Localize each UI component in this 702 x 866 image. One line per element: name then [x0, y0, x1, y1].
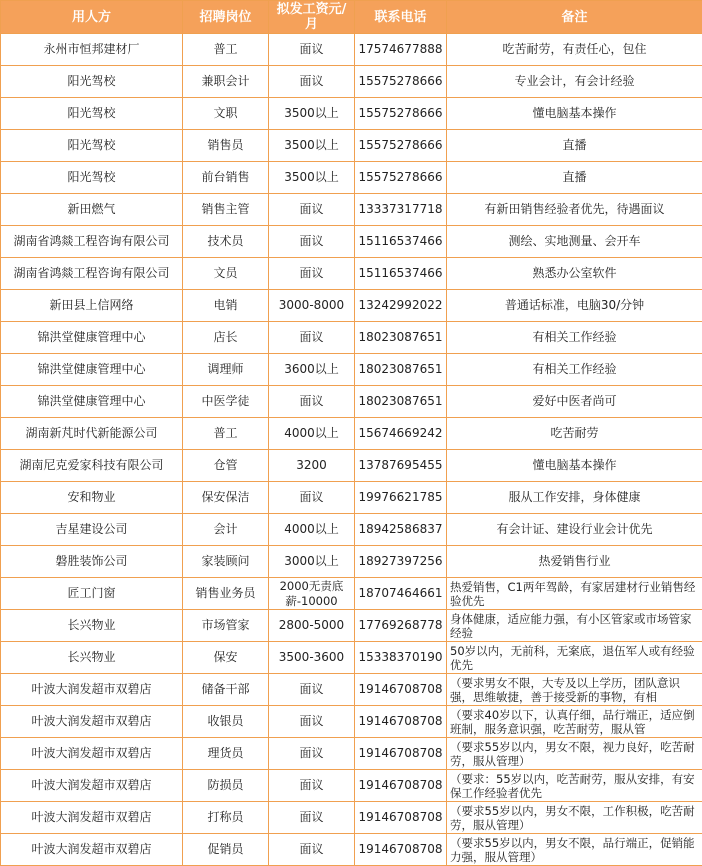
salary-cell: 4000以上	[269, 418, 355, 450]
phone-cell: 18023087651	[355, 386, 447, 418]
phone-cell: 19976621785	[355, 482, 447, 514]
note-cell: （要求男女不限，大专及以上学历，团队意识强，思维敏捷，善于接受新的事物，有相	[447, 674, 702, 706]
table-row	[1, 226, 702, 258]
table-row	[1, 514, 702, 546]
employer-cell: 锦洪堂健康管理中心	[1, 322, 183, 354]
employer-cell: 匠工门窗	[1, 578, 183, 610]
employer-cell: 永州市恒邦建材厂	[1, 34, 183, 66]
phone-cell: 15575278666	[355, 162, 447, 194]
employer-cell: 叶波大润发超市双碧店	[1, 802, 183, 834]
note-cell: 有会计证、建设行业会计优先	[447, 514, 702, 546]
table-row	[1, 674, 702, 706]
position-cell: 会计	[183, 514, 269, 546]
phone-cell: 13337317718	[355, 194, 447, 226]
note-cell: 直播	[447, 130, 702, 162]
phone-cell: 17574677888	[355, 34, 447, 66]
phone-cell: 18942586837	[355, 514, 447, 546]
phone-cell: 18927397256	[355, 546, 447, 578]
table-row	[1, 418, 702, 450]
header-position: 招聘岗位	[183, 1, 269, 34]
table-header-row	[1, 1, 702, 34]
table-row	[1, 482, 702, 514]
phone-cell: 18707464661	[355, 578, 447, 610]
phone-cell: 18023087651	[355, 322, 447, 354]
salary-cell: 3000-8000	[269, 290, 355, 322]
note-cell: 热爱销售，C1两年驾龄，有家居建材行业销售经验优先	[447, 578, 702, 610]
table-row	[1, 290, 702, 322]
employer-cell: 新田县上信网络	[1, 290, 183, 322]
phone-cell: 19146708708	[355, 738, 447, 770]
salary-cell: 面议	[269, 802, 355, 834]
position-cell: 促销员	[183, 834, 269, 866]
phone-cell: 15116537466	[355, 258, 447, 290]
phone-cell: 15116537466	[355, 226, 447, 258]
table-row	[1, 802, 702, 834]
table-row	[1, 450, 702, 482]
table-row	[1, 258, 702, 290]
position-cell: 仓管	[183, 450, 269, 482]
salary-cell: 3500以上	[269, 98, 355, 130]
table-row	[1, 706, 702, 738]
employer-cell: 叶波大润发超市双碧店	[1, 770, 183, 802]
note-cell: 爱好中医者尚可	[447, 386, 702, 418]
phone-cell: 15674669242	[355, 418, 447, 450]
phone-cell: 19146708708	[355, 770, 447, 802]
employer-cell: 阳光驾校	[1, 98, 183, 130]
salary-cell: 面议	[269, 738, 355, 770]
table-row	[1, 386, 702, 418]
note-cell: 有相关工作经验	[447, 322, 702, 354]
phone-cell: 15575278666	[355, 66, 447, 98]
phone-cell: 13787695455	[355, 450, 447, 482]
employer-cell: 长兴物业	[1, 610, 183, 642]
note-cell: 50岁以内，无前科，无案底，退伍军人或有经验优先	[447, 642, 702, 674]
salary-cell: 面议	[269, 322, 355, 354]
employer-cell: 叶波大润发超市双碧店	[1, 706, 183, 738]
position-cell: 收银员	[183, 706, 269, 738]
position-cell: 文职	[183, 98, 269, 130]
header-salary: 拟发工资元/月	[269, 1, 355, 34]
table-row	[1, 130, 702, 162]
table-row	[1, 162, 702, 194]
position-cell: 打称员	[183, 802, 269, 834]
salary-cell: 面议	[269, 258, 355, 290]
salary-cell: 面议	[269, 194, 355, 226]
employer-cell: 湖南尼克爱家科技有限公司	[1, 450, 183, 482]
position-cell: 电销	[183, 290, 269, 322]
salary-cell: 3500以上	[269, 162, 355, 194]
salary-cell: 3200	[269, 450, 355, 482]
note-cell: 普通话标准，电脑30/分钟	[447, 290, 702, 322]
employer-cell: 阳光驾校	[1, 66, 183, 98]
note-cell: （要求55岁以内，男女不限，品行端正，促销能力强，服从管理）	[447, 834, 702, 866]
salary-cell: 3500-3600	[269, 642, 355, 674]
note-cell: 专业会计，有会计经验	[447, 66, 702, 98]
position-cell: 普工	[183, 418, 269, 450]
employer-cell: 阳光驾校	[1, 130, 183, 162]
table-row	[1, 770, 702, 802]
position-cell: 家装顾问	[183, 546, 269, 578]
employer-cell: 长兴物业	[1, 642, 183, 674]
salary-cell: 3500以上	[269, 130, 355, 162]
employer-cell: 湖南新芃时代新能源公司	[1, 418, 183, 450]
table-row	[1, 322, 702, 354]
position-cell: 市场管家	[183, 610, 269, 642]
employer-cell: 湖南省鸿燚工程咨询有限公司	[1, 258, 183, 290]
employer-cell: 叶波大润发超市双碧店	[1, 834, 183, 866]
salary-cell: 2000无责底薪-10000	[269, 578, 355, 610]
table-row	[1, 34, 702, 66]
phone-cell: 13242992022	[355, 290, 447, 322]
employer-cell: 安和物业	[1, 482, 183, 514]
position-cell: 销售员	[183, 130, 269, 162]
position-cell: 理货员	[183, 738, 269, 770]
employer-cell: 锦洪堂健康管理中心	[1, 354, 183, 386]
employer-cell: 湖南省鸿燚工程咨询有限公司	[1, 226, 183, 258]
note-cell: （要求：55岁以内，吃苦耐劳，服从安排，有安保工作经验者优先	[447, 770, 702, 802]
salary-cell: 2800-5000	[269, 610, 355, 642]
header-phone: 联系电话	[355, 1, 447, 34]
note-cell: 测绘、实地测量、会开车	[447, 226, 702, 258]
phone-cell: 15338370190	[355, 642, 447, 674]
phone-cell: 18023087651	[355, 354, 447, 386]
position-cell: 储备干部	[183, 674, 269, 706]
note-cell: （要求55岁以内，男女不限，视力良好，吃苦耐劳，服从管理）	[447, 738, 702, 770]
position-cell: 销售业务员	[183, 578, 269, 610]
salary-cell: 面议	[269, 66, 355, 98]
salary-cell: 3600以上	[269, 354, 355, 386]
salary-cell: 面议	[269, 770, 355, 802]
salary-cell: 面议	[269, 674, 355, 706]
note-cell: 直播	[447, 162, 702, 194]
employer-cell: 锦洪堂健康管理中心	[1, 386, 183, 418]
employer-cell: 吉星建设公司	[1, 514, 183, 546]
position-cell: 中医学徒	[183, 386, 269, 418]
position-cell: 保安保洁	[183, 482, 269, 514]
position-cell: 普工	[183, 34, 269, 66]
phone-cell: 19146708708	[355, 706, 447, 738]
salary-cell: 3000以上	[269, 546, 355, 578]
position-cell: 技术员	[183, 226, 269, 258]
note-cell: 身体健康，适应能力强，有小区管家或市场管家经验	[447, 610, 702, 642]
salary-cell: 面议	[269, 482, 355, 514]
header-note: 备注	[447, 1, 702, 34]
employer-cell: 叶波大润发超市双碧店	[1, 674, 183, 706]
position-cell: 前台销售	[183, 162, 269, 194]
note-cell: 有相关工作经验	[447, 354, 702, 386]
table-row	[1, 98, 702, 130]
table-row	[1, 578, 702, 610]
phone-cell: 15575278666	[355, 130, 447, 162]
phone-cell: 17769268778	[355, 610, 447, 642]
salary-cell: 面议	[269, 34, 355, 66]
note-cell: 热爱销售行业	[447, 546, 702, 578]
position-cell: 销售主管	[183, 194, 269, 226]
header-employer: 用人方	[1, 1, 183, 34]
position-cell: 调理师	[183, 354, 269, 386]
table-row	[1, 194, 702, 226]
employer-cell: 阳光驾校	[1, 162, 183, 194]
salary-cell: 面议	[269, 226, 355, 258]
phone-cell: 19146708708	[355, 674, 447, 706]
table-row	[1, 834, 702, 866]
employer-cell: 叶波大润发超市双碧店	[1, 738, 183, 770]
note-cell: 熟悉办公室软件	[447, 258, 702, 290]
salary-cell: 面议	[269, 386, 355, 418]
note-cell: （要求40岁以下，认真仔细，品行端正，适应倒班制，服务意识强，吃苦耐劳，服从管	[447, 706, 702, 738]
note-cell: 吃苦耐劳	[447, 418, 702, 450]
position-cell: 保安	[183, 642, 269, 674]
salary-cell: 面议	[269, 834, 355, 866]
salary-cell: 4000以上	[269, 514, 355, 546]
position-cell: 店长	[183, 322, 269, 354]
table-row	[1, 66, 702, 98]
table-row	[1, 642, 702, 674]
employer-cell: 磐胜装饰公司	[1, 546, 183, 578]
employer-cell: 新田燃气	[1, 194, 183, 226]
table-row	[1, 738, 702, 770]
note-cell: 服从工作安排，身体健康	[447, 482, 702, 514]
phone-cell: 19146708708	[355, 802, 447, 834]
note-cell: 懂电脑基本操作	[447, 450, 702, 482]
position-cell: 兼职会计	[183, 66, 269, 98]
table-row	[1, 546, 702, 578]
table-row	[1, 610, 702, 642]
note-cell: （要求55岁以内，男女不限，工作积极，吃苦耐劳，服从管理）	[447, 802, 702, 834]
phone-cell: 19146708708	[355, 834, 447, 866]
phone-cell: 15575278666	[355, 98, 447, 130]
note-cell: 懂电脑基本操作	[447, 98, 702, 130]
note-cell: 吃苦耐劳，有责任心，包住	[447, 34, 702, 66]
table-row	[1, 354, 702, 386]
position-cell: 防损员	[183, 770, 269, 802]
note-cell: 有新田销售经验者优先，待遇面议	[447, 194, 702, 226]
position-cell: 文员	[183, 258, 269, 290]
salary-cell: 面议	[269, 706, 355, 738]
